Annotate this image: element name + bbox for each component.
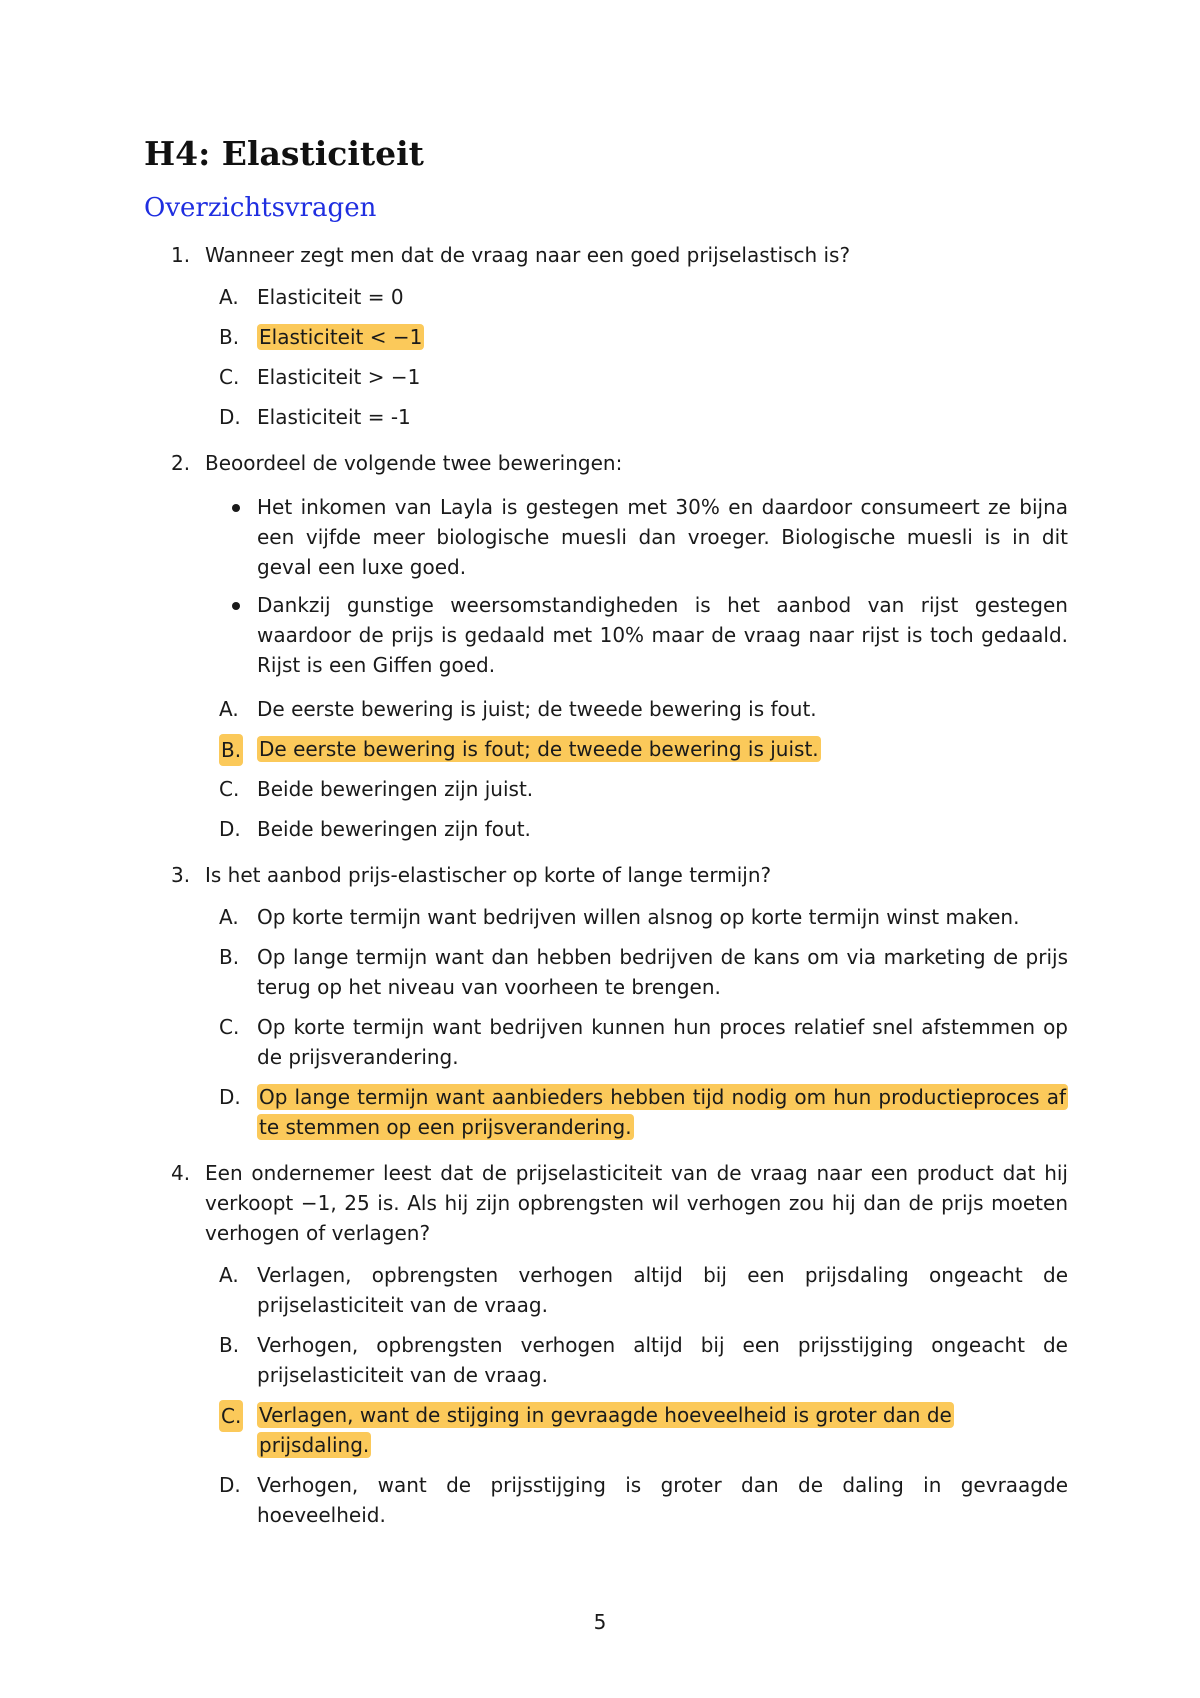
option-letter: A. bbox=[219, 285, 239, 309]
option-letter: D. bbox=[219, 405, 241, 429]
option-text: Verhogen, want de prijsstijging is groter dan de daling in gevraagde hoeveelheid. bbox=[257, 1473, 1068, 1527]
question-text: Een ondernemer leest dat de prijselasticiteit van de vraag naar een product dat hij verkoopt −1, 25 is. Als hij zijn opbrengsten wil verhogen zou hij dan de prijs moeten verhogen of verlagen? bbox=[205, 1161, 1068, 1245]
option-b bbox=[144, 942, 1068, 1002]
highlighted-answer: Elasticiteit < −1 bbox=[259, 325, 423, 349]
highlighted-answer: De eerste bewering is fout; de tweede bewering is juist. bbox=[259, 737, 819, 761]
option-letter: C. bbox=[219, 365, 240, 389]
option-letter: A. bbox=[219, 905, 239, 929]
option-letter: B. bbox=[219, 1333, 240, 1357]
option-text: Elasticiteit = -1 bbox=[257, 405, 411, 429]
answer-options bbox=[144, 282, 1068, 432]
option-b bbox=[144, 734, 1068, 764]
option-letter: D. bbox=[219, 1085, 241, 1109]
question-text: Beoordeel de volgende twee beweringen: bbox=[205, 451, 623, 475]
statement-text: Het inkomen van Layla is gestegen met 30% en daardoor consumeert ze bijna een vijfde meer biologische muesli dan vroeger. Biologische muesli is in dit geval een luxe goed. bbox=[257, 495, 1068, 579]
statement-item bbox=[144, 492, 1068, 582]
option-a bbox=[144, 902, 1068, 932]
option-a bbox=[144, 1260, 1068, 1320]
question-2 bbox=[144, 448, 1068, 844]
option-letter: D. bbox=[219, 817, 241, 841]
answer-options bbox=[144, 902, 1068, 1142]
question-4 bbox=[144, 1158, 1068, 1530]
question-number: 2. bbox=[171, 451, 191, 475]
bullet-icon bbox=[232, 602, 240, 610]
chapter-title: H4: Elasticiteit bbox=[144, 134, 424, 173]
answer-options bbox=[144, 1260, 1068, 1530]
answer-options bbox=[144, 694, 1068, 844]
question-3 bbox=[144, 860, 1068, 1142]
option-a bbox=[144, 282, 1068, 312]
question-number: 3. bbox=[171, 863, 191, 887]
option-c bbox=[144, 362, 1068, 392]
section-title: Overzichtsvragen bbox=[144, 193, 377, 223]
option-letter: A. bbox=[219, 1263, 239, 1287]
option-letter: C. bbox=[219, 777, 240, 801]
question-text: Wanneer zegt men dat de vraag naar een goed prijselastisch is? bbox=[205, 243, 851, 267]
option-letter: B. bbox=[219, 325, 240, 349]
option-d bbox=[144, 402, 1068, 432]
bullet-icon bbox=[232, 504, 240, 512]
option-letter: D. bbox=[219, 1473, 241, 1497]
option-c bbox=[144, 1400, 1068, 1460]
option-d bbox=[144, 1082, 1068, 1142]
option-text: Op korte termijn want bedrijven kunnen hun proces relatief snel afstemmen op de prijsverandering. bbox=[257, 1015, 1068, 1069]
question-number: 4. bbox=[171, 1161, 191, 1185]
page-number: 5 bbox=[593, 1610, 607, 1634]
option-c bbox=[144, 1012, 1068, 1072]
option-letter: B. bbox=[219, 945, 240, 969]
page-content bbox=[144, 132, 1068, 1546]
option-text: Verhogen, opbrengsten verhogen altijd bij een prijsstijging ongeacht de prijselasticiteit van de vraag. bbox=[257, 1333, 1068, 1387]
highlighted-answer: Verlagen, want de stijging in gevraagde hoeveelheid is groter dan de prijsdaling. bbox=[259, 1403, 952, 1457]
option-text: Op lange termijn want dan hebben bedrijven de kans om via marketing de prijs terug op het niveau van voorheen te brengen. bbox=[257, 945, 1068, 999]
question-text: Is het aanbod prijs-elastischer op korte of lange termijn? bbox=[205, 863, 772, 887]
option-a bbox=[144, 694, 1068, 724]
statement-item bbox=[144, 590, 1068, 680]
option-c bbox=[144, 774, 1068, 804]
option-letter: C. bbox=[219, 1400, 243, 1432]
option-text: Op korte termijn want bedrijven willen alsnog op korte termijn winst maken. bbox=[257, 905, 1020, 929]
question-1 bbox=[144, 240, 1068, 432]
option-text: Elasticiteit = 0 bbox=[257, 285, 404, 309]
option-text: De eerste bewering is juist; de tweede bewering is fout. bbox=[257, 697, 817, 721]
option-letter: B. bbox=[219, 734, 243, 766]
option-d bbox=[144, 1470, 1068, 1530]
option-text: Elasticiteit > −1 bbox=[257, 365, 421, 389]
option-d bbox=[144, 814, 1068, 844]
statement-list bbox=[144, 492, 1068, 680]
option-letter: C. bbox=[219, 1015, 240, 1039]
option-b bbox=[144, 1330, 1068, 1390]
question-number: 1. bbox=[171, 243, 191, 267]
statement-text: Dankzij gunstige weersomstandigheden is het aanbod van rijst gestegen waardoor de prijs is gedaald met 10% maar de vraag naar rijst is toch gedaald. Rijst is een Giffen goed. bbox=[257, 593, 1068, 677]
option-letter: A. bbox=[219, 697, 239, 721]
option-text: Verlagen, opbrengsten verhogen altijd bij een prijsdaling ongeacht de prijselasticiteit van de vraag. bbox=[257, 1263, 1068, 1317]
highlighted-answer: Op lange termijn want aanbieders hebben tijd nodig om hun productieproces af te stemmen op een prijsverandering. bbox=[259, 1085, 1066, 1139]
option-b bbox=[144, 322, 1068, 352]
option-text: Beide beweringen zijn fout. bbox=[257, 817, 531, 841]
option-text: Beide beweringen zijn juist. bbox=[257, 777, 534, 801]
